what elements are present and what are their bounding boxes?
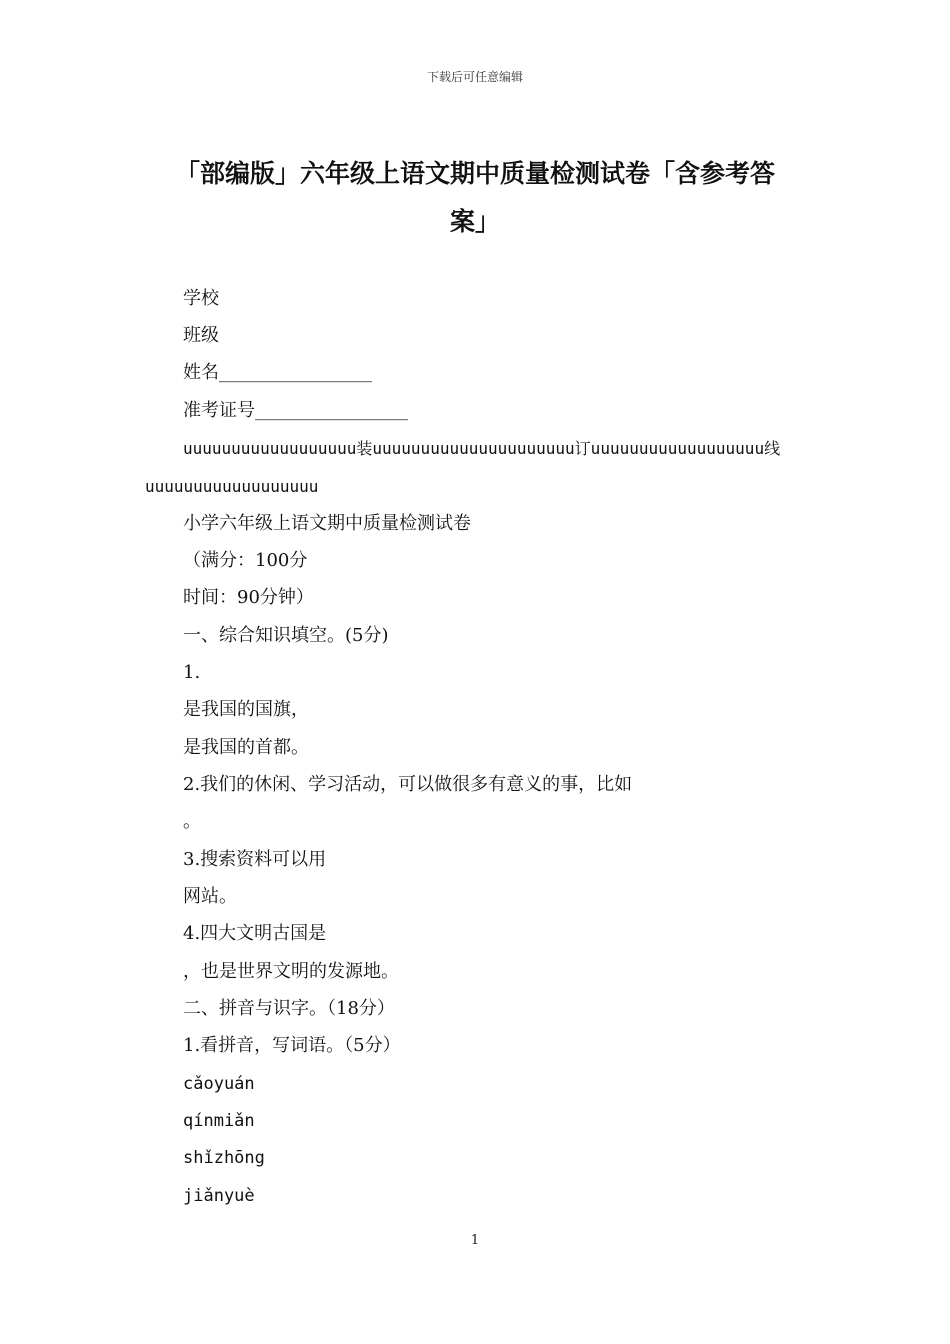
question-1-part-a: 是我国的国旗，	[183, 699, 309, 720]
pinyin-item: jiǎnyuè	[183, 1186, 255, 1206]
question-3-part-a: 3.搜索资料可以用	[183, 849, 327, 870]
question-4-part-a: 4.四大文明古国是	[183, 923, 327, 944]
header-note: 下载后可任意编辑	[426, 70, 523, 84]
pinyin-item: shǐzhōng	[183, 1148, 265, 1168]
page-number: 1	[470, 1233, 480, 1248]
question-1-part-b: 是我国的首都。	[183, 737, 309, 758]
pinyin-item: cǎoyuán	[183, 1074, 255, 1094]
class-field: 班级	[183, 325, 219, 346]
question-4-part-b: ，也是世界文明的发源地。	[183, 961, 399, 982]
exam-title: 小学六年级上语文期中质量检测试卷	[183, 513, 471, 534]
school-field: 学校	[183, 288, 219, 309]
question-3-part-b: 网站。	[183, 886, 237, 907]
time-info: 时间：90分钟）	[183, 587, 314, 608]
section2-question-1: 1.看拼音，写词语。（5分）	[183, 1035, 401, 1056]
binding-line: uuuuuuuuuuuuuuuuuu装uuuuuuuuuuuuuuuuuuuuu订uuuuuuuuuuuuuuuuuu线	[183, 439, 781, 458]
section1-heading: 一、综合知识填空。(5分)	[183, 625, 389, 646]
question-1-number: 1.	[183, 662, 201, 683]
binding-line-continued: uuuuuuuuuuuuuuuuuu	[145, 477, 319, 496]
section2-heading: 二、拼音与识字。（18分）	[183, 998, 395, 1019]
document-title: 「部编版」六年级上语文期中质量检测试卷「含参考答案」	[174, 159, 775, 236]
pinyin-item: qínmiǎn	[183, 1111, 255, 1131]
exam-id-field: 准考证号_________________	[183, 400, 408, 421]
name-field: 姓名_________________	[183, 362, 372, 383]
question-2-part-a: 2.我们的休闲、学习活动，可以做很多有意义的事，比如	[183, 774, 633, 795]
score-info: （满分：100分	[183, 550, 308, 571]
question-2-part-b: 。	[183, 811, 201, 832]
